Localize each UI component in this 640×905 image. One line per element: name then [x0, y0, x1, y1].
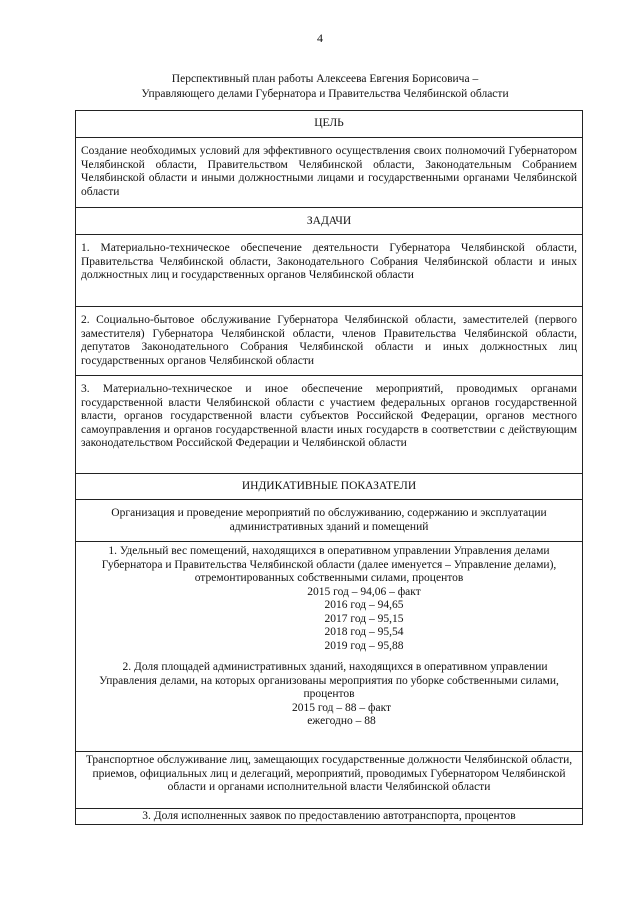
goal-header: ЦЕЛЬ	[314, 117, 344, 129]
title-line-2: Управляющего делами Губернатора и Правительства Челябинской области	[141, 88, 509, 100]
indicator-1-value: 2016 год – 94,65	[324, 599, 404, 611]
goal-text: Создание необходимых условий для эффективного осуществления своих полномочий Губернатором Челябинской области, Правительством Челябинской области, Законодательным Собранием Челябинской области и иными должностными лицами и государственными органами Челябинской области	[76, 137, 582, 207]
task-item-1: 1. Материально-техническое обеспечение деятельности Губернатора Челябинской области, Правительства Челябинской области, Законодательного Собрания Челябинской области и иных должностных лиц и государственных органов Челябинской области	[76, 234, 582, 306]
indicator-1-value: 2018 год – 95,54	[324, 626, 404, 638]
indicator-1-text: 1. Удельный вес помещений, находящихся в оперативном управлении Управления делами Губернатора и Правительства Челябинской области (далее именуется – Управление делами), отремонтированных собственными силами, процентов	[101, 545, 557, 584]
indicator-2-value: ежегодно – 88	[307, 715, 376, 727]
indicators-section-2: Транспортное обслуживание лиц, замещающих государственные должности Челябинской области, приемов, официальных лиц и делегаций, мероприятий, проводимых Губернатором Челябинской области и органами исполнительной власти Челябинской области	[76, 751, 582, 808]
document-title	[40, 72, 610, 102]
indicator-1-value: 2017 год – 95,15	[324, 612, 404, 625]
plan-table	[75, 110, 583, 825]
tasks-header: ЗАДАЧИ	[76, 207, 582, 234]
title-line-1: Перспективный план работы Алексеева Евгения Борисовича –	[171, 73, 479, 85]
indicators-block	[76, 541, 582, 751]
task-item-2: 2. Социально-бытовое обслуживание Губернатора Челябинской области, заместителей (первого заместителя) Губернатора Челябинской области, членов Правительства Челябинской области, депутатов Законодательного Собрания Челябинской области и иных должностных лиц государственных органов Челябинской области	[76, 306, 582, 375]
indicator-1-value: 2015 год – 94,06 – факт	[307, 585, 421, 598]
task-item-3: 3. Материально-техническое и иное обеспечение мероприятий, проводимых органами государственной власти Челябинской области с участием федеральных органов государственной власти, органов государственной власти субъектов Российской Федерации, органов местного самоуправления и органов государственной власти иных государств в соответствии с действующим законодательством Российской Федерации и Челябинской области	[76, 375, 582, 473]
indicators-header: ИНДИКАТИВНЫЕ ПОКАЗАТЕЛИ	[76, 473, 582, 499]
indicator-2-text: 2. Доля площадей административных зданий, находящихся в оперативном управлении Управления делами, на которых организованы мероприятия по уборке собственными силами, процентов	[99, 661, 559, 700]
indicator-2-value: 2015 год – 88 – факт	[291, 701, 392, 714]
page-number: 4	[317, 31, 323, 45]
indicator-1-value: 2019 год – 95,88	[324, 639, 404, 652]
indicators-section-1: Организация и проведение мероприятий по обслуживанию, содержанию и эксплуатации административных зданий и помещений	[76, 499, 582, 541]
indicator-3-text: 3. Доля исполненных заявок по предоставлению автотранспорта, процентов	[76, 808, 582, 824]
